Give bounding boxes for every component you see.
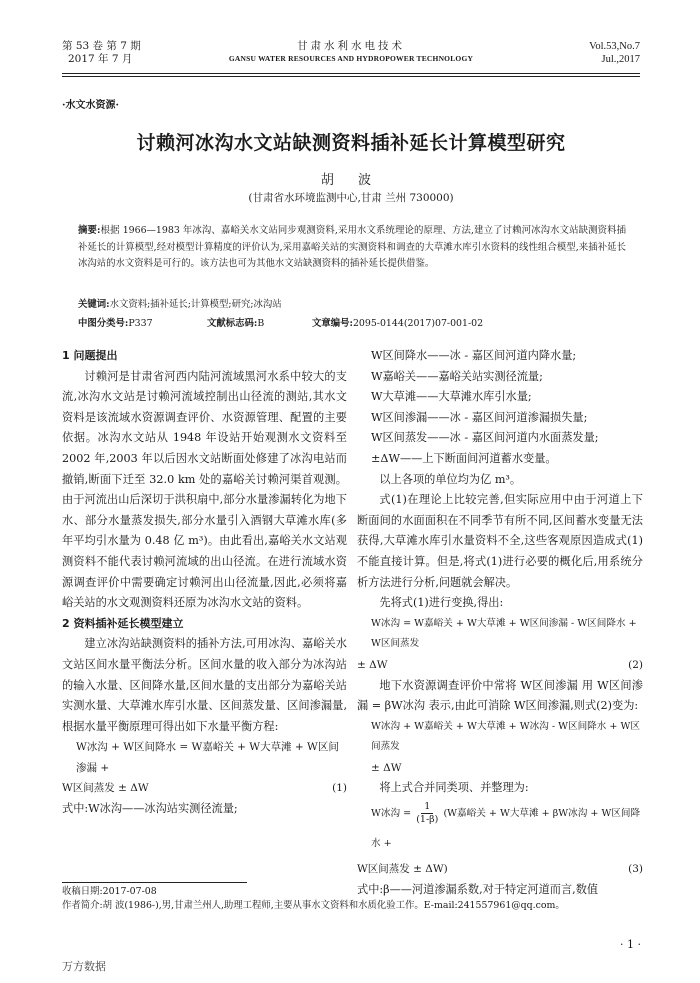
doc-code-label: 文献标志码: [206, 318, 258, 329]
equation-4-line2 [357, 859, 643, 880]
author-name: 胡 波 [320, 173, 382, 188]
equation-2-number: (2) [628, 658, 643, 671]
keywords [78, 297, 626, 313]
equation-3-line1: W冰沟 + W嘉峪关 + W大草滩 + W冰沟 - W区间降水 + W区间蒸发 [371, 720, 640, 753]
equation-4-line1 [357, 799, 643, 859]
header-volume-cn: 第 53 卷 第 7 期 [62, 40, 141, 52]
doc-code-value: B [257, 318, 265, 329]
equation-2-line1: W冰沟 = W嘉峪关 + W大草滩 + W区间渗漏 - W区间降水 + W区间蒸发 [371, 617, 637, 650]
header-rule-thin [62, 76, 640, 77]
paragraph-method: 建立冰沟站缺测资料的插补方法,可用冰沟、嘉峪关水文站区间水量平衡法分析。区间水量的收入部分为冰沟站的输入水量、区间降水量,区间水量的支出部分为嘉峪关站实测水量、大草滩水库引水量、区间蒸发量、区间渗漏量,根据水量平衡原理可得出如下水量平衡方程: [62, 637, 347, 733]
equation-2-tail: ± ΔW [357, 658, 388, 671]
clc-value: P337 [128, 318, 153, 329]
classification-line [78, 316, 626, 332]
definition-item: ±ΔW——上下断面间河道蓄水变量。 [371, 451, 557, 465]
fraction-denominator: (1-β) [416, 814, 439, 826]
equation-1-line1: W冰沟 + W区间降水 = W嘉峪关 + W大草滩 + W区间渗漏 + [76, 741, 339, 774]
definition-intro: 式中:W冰沟——冰沟站实测径流量; [62, 802, 238, 816]
header-journal [62, 40, 640, 65]
article-no-label: 文章编号: [311, 318, 353, 329]
paragraph-combine: 将上式合并同类项、并整理为: [379, 781, 529, 795]
definition-item: W区间渗漏——冰 - 嘉区间河道渗漏损失量; [371, 410, 588, 424]
left-column [62, 346, 347, 820]
author-bio: 作者简介:胡 波(1986-),男,甘肃兰州人,助理工程师,主要从事水文资料和水质化验工作。E-mail:241557961@qq.com。 [62, 900, 565, 911]
definition-item: W区间降水——冰 - 嘉区间河道内降水量; [371, 349, 577, 362]
equation-1-line2 [62, 778, 347, 799]
paragraph-beta: 式中:β——河道渗漏系数,对于特定河道而言,数值 [357, 882, 599, 896]
footnote-rule [62, 882, 247, 883]
equation-2-line2 [357, 655, 643, 676]
equation-1-number: (1) [332, 782, 347, 795]
paragraph-seepage: 地下水资源调查评价中常将 W区间渗漏 用 W区间渗漏 = βW冰沟 表示,由此可消除 W区间渗漏,则式(2)变为: [357, 678, 643, 713]
keywords-label: 关键词: [78, 299, 110, 310]
journal-name-cn: 甘肃水利水电技术 [297, 40, 405, 52]
header-volume-en [589, 40, 640, 66]
fraction-numerator: 1 [421, 801, 433, 814]
clc-label: 中图分类号: [78, 318, 129, 329]
keywords-text: 水文资料;插补延长;计算模型;研究;冰沟站 [109, 299, 282, 310]
right-column [357, 346, 643, 900]
article-title: 讨赖河冰沟水文站缺测资料插补延长计算模型研究 [136, 132, 566, 154]
section-tag: ·水文水资源· [62, 100, 119, 111]
received-date: 收稿日期:2017-07-08 [62, 886, 157, 897]
journal-name-en: GANSU WATER RESOURCES AND HYDROPOWER TECHNOLOGY [228, 54, 474, 63]
watermark: 万方数据 [62, 960, 106, 973]
paragraph-transform: 先将式(1)进行变换,得出: [379, 596, 504, 610]
abstract [78, 223, 626, 273]
heading-problem: 1 问题提出 [62, 349, 118, 362]
abstract-text: 根据 1966—1983 年冰沟、嘉峪关水文站同步观测资料,采用水文系统理论的原理、方法,建立了讨赖河冰沟水文站缺测资料插补延长的计算模型,经对模型计算精度的评价认为,采用嘉峪关站的实测资料和调查的大草滩水库引水资料的线性组合模型,来插补延长冰沟站的水文资料是可行的。该方法也可为其他水文站缺测资料的插补延长提供借鉴。 [78, 225, 626, 270]
header-rule-thick [62, 73, 640, 74]
equation-4-rest: (W嘉峪关 + W大草滩 + βW冰沟 + W区间降水 + [371, 808, 641, 850]
running-header [62, 40, 640, 72]
equation-4-fraction [416, 801, 438, 826]
definition-item: W嘉峪关——嘉峪关站实测径流量; [371, 369, 543, 383]
equation-3-line2: ± ΔW [371, 761, 402, 774]
header-month-year: Jul.,2017 [601, 54, 640, 65]
abstract-label: 摘要: [78, 225, 101, 236]
equation-4-lhs: W冰沟 = [371, 808, 412, 820]
page-number: · 1 · [620, 938, 641, 951]
equation-1-tail: W区间蒸发 ± ΔW [62, 782, 149, 795]
definition-item: W区间蒸发——冰 - 嘉区间河道内水面蒸发量; [371, 431, 599, 445]
definition-item: W大草滩——大草滩水库引水量; [371, 390, 532, 404]
header-date-cn: 2017 年 7 月 [68, 53, 133, 65]
equation-4-tail: W区间蒸发 ± ΔW) [357, 863, 448, 876]
article-no-value: 2095-0144(2017)07-001-02 [352, 318, 484, 329]
author-affiliation: (甘肃省水环境监测中心,甘肃 兰州 730000) [248, 192, 454, 204]
paragraph-units: 以上各项的单位均为亿 m³。 [379, 472, 522, 486]
equation-4-number: (3) [628, 863, 643, 876]
paragraph-intro: 讨赖河是甘肃省河西内陆河流域黑河水系中较大的支流,冰沟水文站是讨赖河流域控制出山径流的测站,其水文资料是该流域水资源调查评价、水资源管理、配置的主要依据。冰沟水文站从 1948 年设站开始观测水文资料至 2002 年,2003 年以后因水文站断面处修建了冰沟电站而撤销,断面下迁至 32.0 km 处的嘉峪关讨赖河渠首观测。由于河流出山后深切于洪积扇中,部分水量渗漏转化为地下水、部分水量蒸发损失,部分水量引入酒钢大草滩水库(多年平均引水量为 0.48 亿 m³)。由此看出,嘉峪关水文站观测资料不能代表讨赖河流域的出山径流。在进行流域水资源调查评价中需要确定讨赖河出山径流量,因此,必须将嘉峪关站的水文观测资料还原为冰沟水文站的资料。 [62, 369, 347, 610]
heading-model: 2 资料插补延长模型建立 [62, 616, 184, 630]
header-vol-no: Vol.53,No.7 [589, 41, 640, 52]
paragraph-limitation: 式(1)在理论上比较完善,但实际应用中由于河道上下断面间的水面面积在不同季节有所不同,区间蓄水变量无法获得,大草滩水库引水量资料不全,这些客观原因造成式(1)不能直接计算。但是,将式(1)进行必要的概化后,用系统分析方法进行分析,问题就会解决。 [357, 493, 643, 589]
